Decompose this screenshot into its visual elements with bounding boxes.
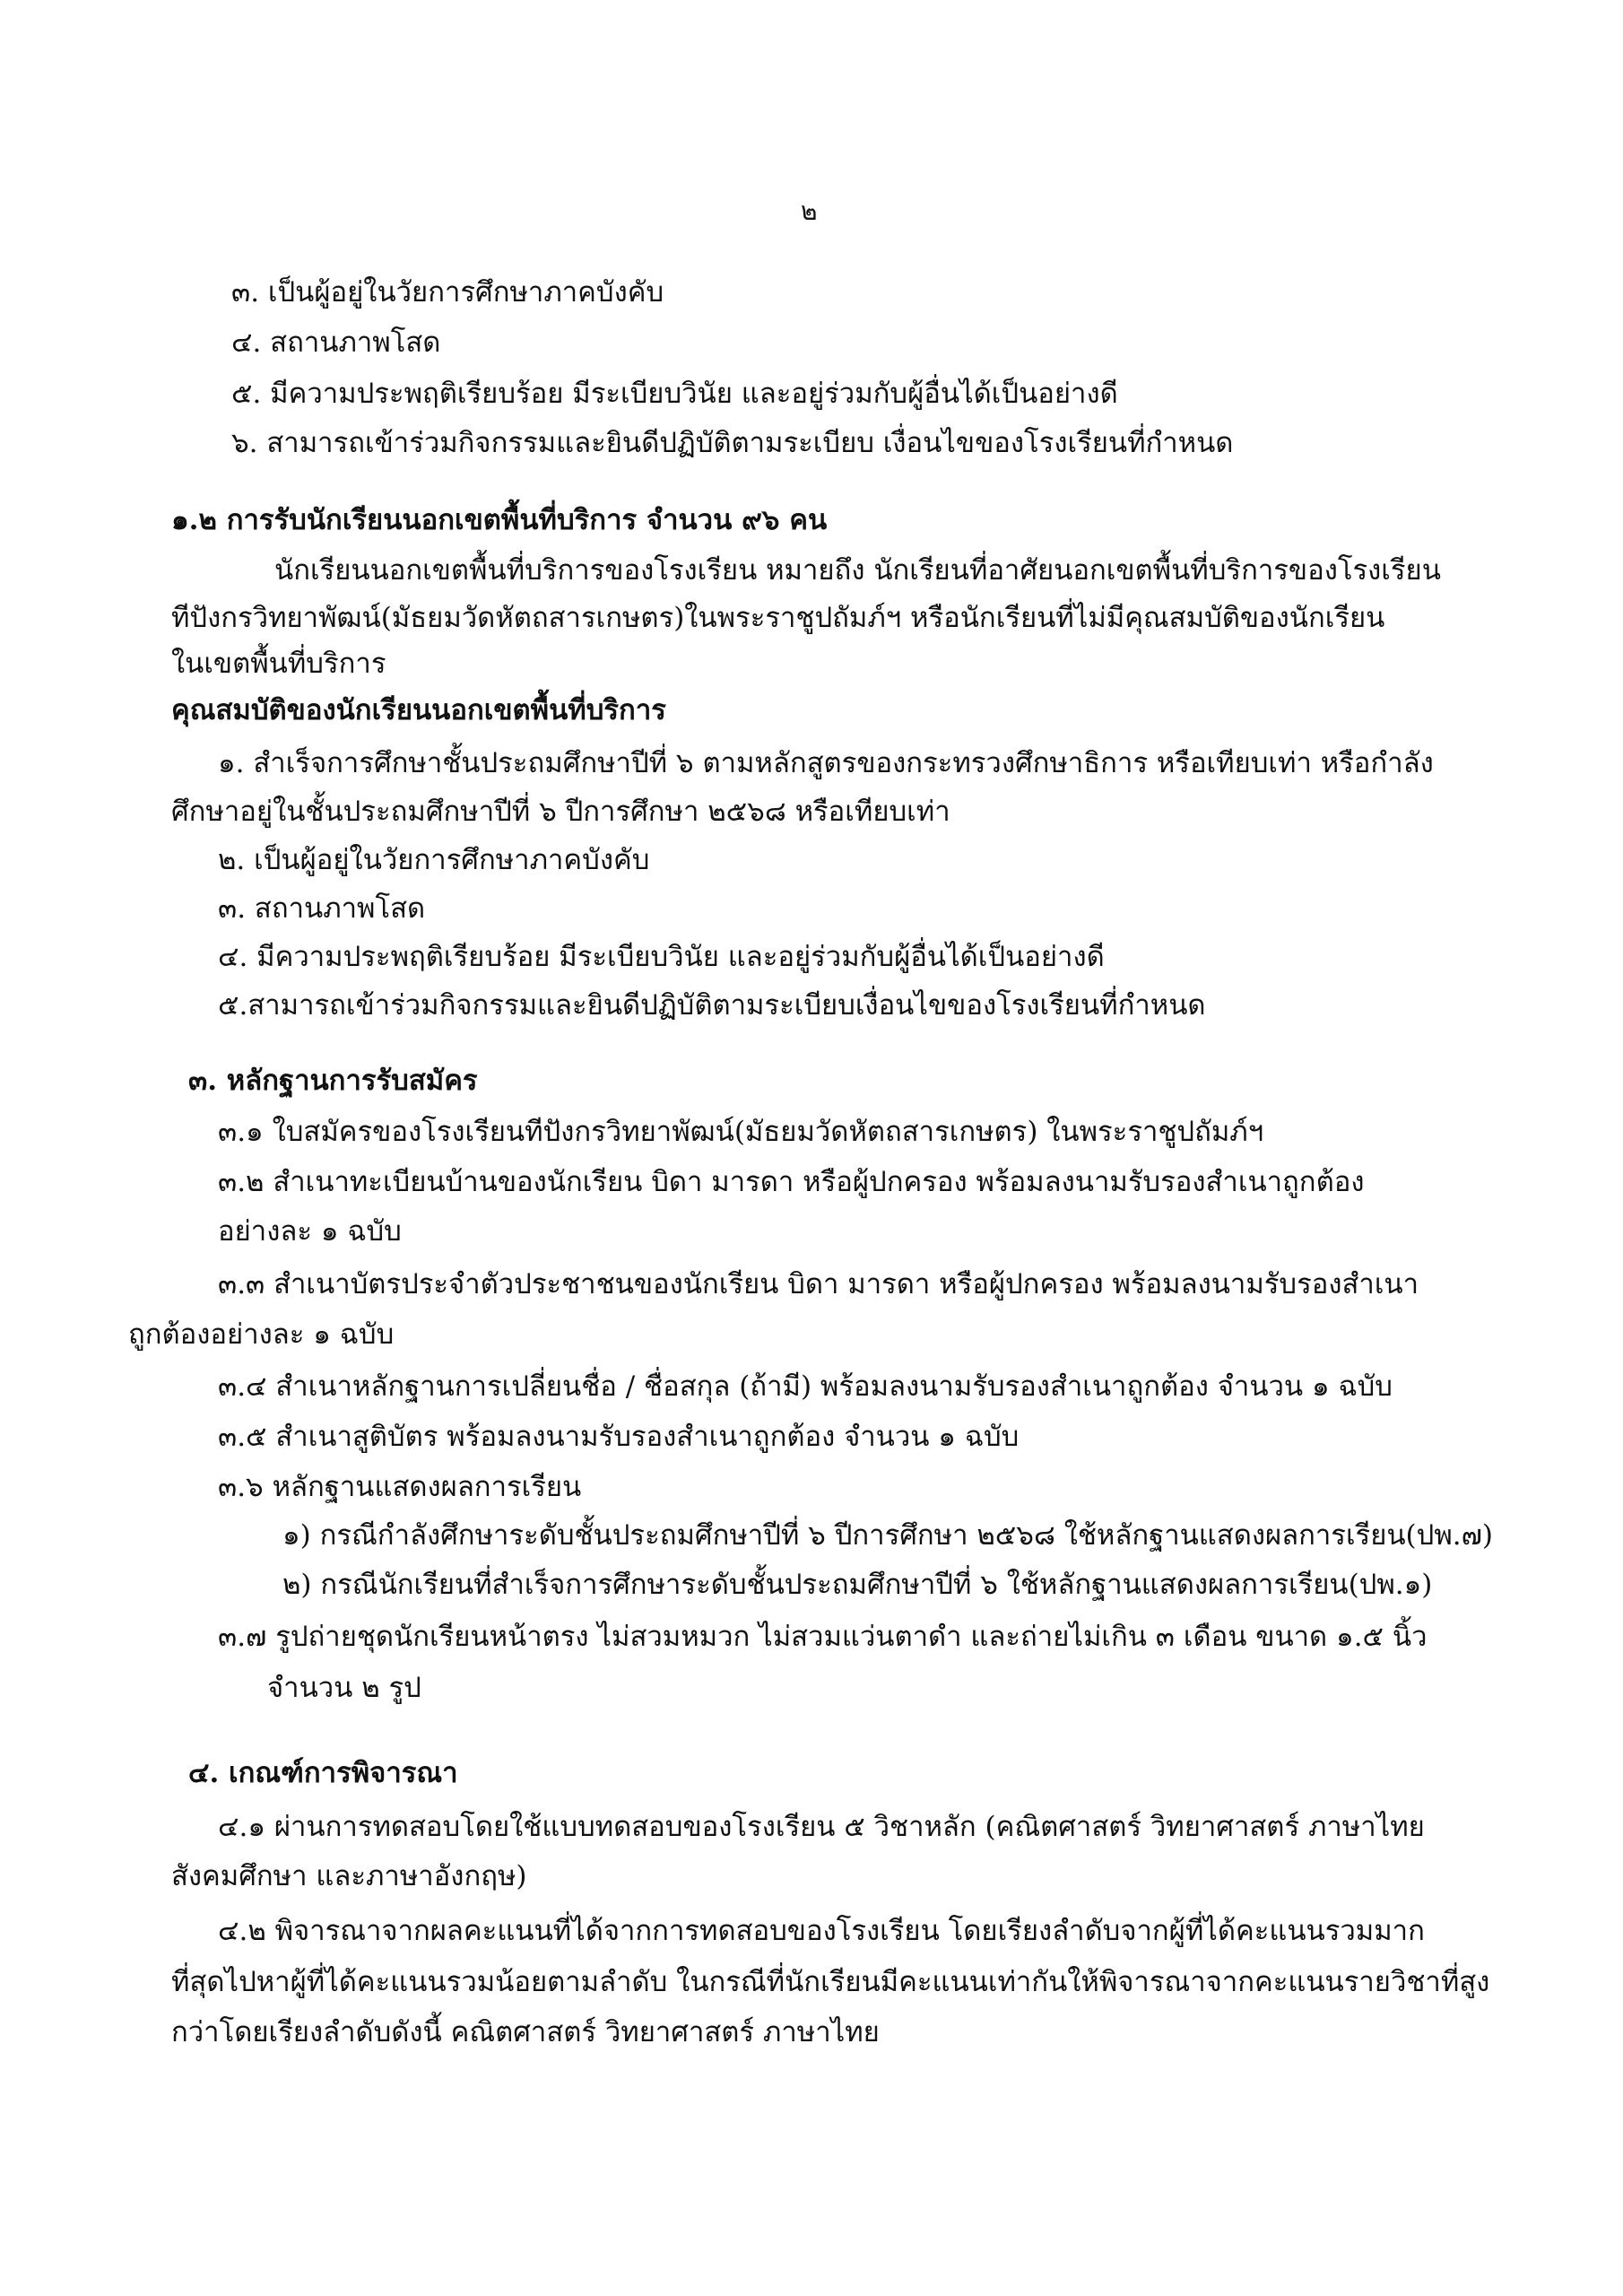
list-item: ๕.สามารถเข้าร่วมกิจกรรมและยินดีปฏิบัติตามระเบียบเงื่อนไขของโรงเรียนที่กำหนด — [218, 989, 1206, 1022]
list-item: ๔. มีความประพฤติเรียบร้อย มีระเบียบวินัย และอยู่ร่วมกับผู้อื่นได้เป็นอย่างดี — [218, 941, 1105, 973]
list-item: ๓.๔ สำเนาหลักฐานการเปลี่ยนชื่อ / ชื่อสกุล (ถ้ามี) พร้อมลงนามรับรองสำเนาถูกต้อง จำนวน ๑ ฉบับ — [218, 1370, 1393, 1403]
list-item: สังคมศึกษา และภาษาอังกฤษ) — [171, 1860, 527, 1892]
list-item: ๓. สถานภาพโสด — [218, 892, 426, 925]
list-item: ๔. สถานภาพโสด — [231, 326, 441, 359]
list-item: ๔.๑ ผ่านการทดสอบโดยใช้แบบทดสอบของโรงเรียน ๕ วิชาหลัก (คณิตศาสตร์ วิทยาศาสตร์ ภาษาไทย — [218, 1811, 1425, 1843]
list-item: ๔.๒ พิจารณาจากผลคะแนนที่ได้จากการทดสอบของโรงเรียน โดยเรียงลำดับจากผู้ที่ได้คะแนนรวมมาก — [218, 1915, 1425, 1947]
paragraph-line: นักเรียนนอกเขตพื้นที่บริการของโรงเรียน หมายถึง นักเรียนที่อาศัยนอกเขตพื้นที่บริการของโรงเรียน — [274, 554, 1441, 587]
section-heading: ๑.๒ การรับนักเรียนนอกเขตพื้นที่บริการ จำนวน ๙๖ คน — [171, 504, 828, 536]
list-item: ๓.๗ รูปถ่ายชุดนักเรียนหน้าตรง ไม่สวมหมวก ไม่สวมแว่นตาดำ และถ่ายไม่เกิน ๓ เดือน ขนาด ๑.๕ นิ้ว — [218, 1621, 1428, 1653]
list-item: ที่สุดไปหาผู้ที่ได้คะแนนรวมน้อยตามลำดับ ในกรณีที่นักเรียนมีคะแนนเท่ากันให้พิจารณาจากคะแนนรายวิชาที่สูง — [171, 1966, 1490, 1998]
list-item: อย่างละ ๑ ฉบับ — [218, 1215, 402, 1248]
list-item: กว่าโดยเรียงลำดับดังนี้ คณิตศาสตร์ วิทยาศาสตร์ ภาษาไทย — [171, 2016, 880, 2048]
list-item: ๓.๖ หลักฐานแสดงผลการเรียน — [218, 1471, 582, 1503]
paragraph-line: ในเขตพื้นที่บริการ — [171, 648, 386, 680]
subsection-heading: คุณสมบัติของนักเรียนนอกเขตพื้นที่บริการ — [171, 694, 666, 726]
list-item: ศึกษาอยู่ในชั้นประถมศึกษาปีที่ ๖ ปีการศึกษา ๒๕๖๘ หรือเทียบเท่า — [171, 796, 950, 828]
list-item: ถูกต้องอย่างละ ๑ ฉบับ — [128, 1318, 395, 1351]
list-item: ๑) กรณีกำลังศึกษาระดับชั้นประถมศึกษาปีที่ ๖ ปีการศึกษา ๒๕๖๘ ใช้หลักฐานแสดงผลการเรียน(ปพ.๗) — [282, 1519, 1494, 1552]
list-item: ๕. มีความประพฤติเรียบร้อย มีระเบียบวินัย และอยู่ร่วมกับผู้อื่นได้เป็นอย่างดี — [231, 378, 1118, 410]
list-item: ๖. สามารถเข้าร่วมกิจกรรมและยินดีปฏิบัติตามระเบียบ เงื่อนไขของโรงเรียนที่กำหนด — [231, 427, 1234, 459]
list-item: ๓.๑ ใบสมัครของโรงเรียนทีปังกรวิทยาพัฒน์(มัธยมวัดหัตถสารเกษตร) ในพระราชูปถัมภ์ฯ — [218, 1116, 1264, 1148]
paragraph-line: ทีปังกรวิทยาพัฒน์(มัธยมวัดหัตถสารเกษตร)ในพระราชูปถัมภ์ฯ หรือนักเรียนที่ไม่มีคุณสมบัติของนักเรียน — [171, 602, 1385, 634]
list-item: ๓.๓ สำเนาบัตรประจำตัวประชาชนของนักเรียน บิดา มารดา หรือผู้ปกครอง พร้อมลงนามรับรองสำเนา — [218, 1268, 1419, 1300]
page-number: ๒ — [801, 196, 818, 226]
list-item: ๓. เป็นผู้อยู่ในวัยการศึกษาภาคบังคับ — [231, 276, 664, 309]
section-heading: ๔. เกณฑ์การพิจารณา — [188, 1757, 458, 1789]
list-item: ๓.๒ สำเนาทะเบียนบ้านของนักเรียน บิดา มารดา หรือผู้ปกครอง พร้อมลงนามรับรองสำเนาถูกต้อง — [218, 1166, 1365, 1198]
list-item: ๓.๕ สำเนาสูติบัตร พร้อมลงนามรับรองสำเนาถูกต้อง จำนวน ๑ ฉบับ — [218, 1421, 1020, 1453]
list-item: ๒. เป็นผู้อยู่ในวัยการศึกษาภาคบังคับ — [218, 844, 650, 876]
list-item: ๑. สำเร็จการศึกษาชั้นประถมศึกษาปีที่ ๖ ตามหลักสูตรของกระทรวงศึกษาธิการ หรือเทียบเท่า หรือกำลัง — [218, 747, 1434, 779]
section-heading: ๓. หลักฐานการรับสมัคร — [188, 1065, 478, 1097]
list-item: จำนวน ๒ รูป — [267, 1672, 421, 1704]
list-item: ๒) กรณีนักเรียนที่สำเร็จการศึกษาระดับชั้นประถมศึกษาปีที่ ๖ ใช้หลักฐานแสดงผลการเรียน(ปพ.๑) — [282, 1569, 1433, 1601]
